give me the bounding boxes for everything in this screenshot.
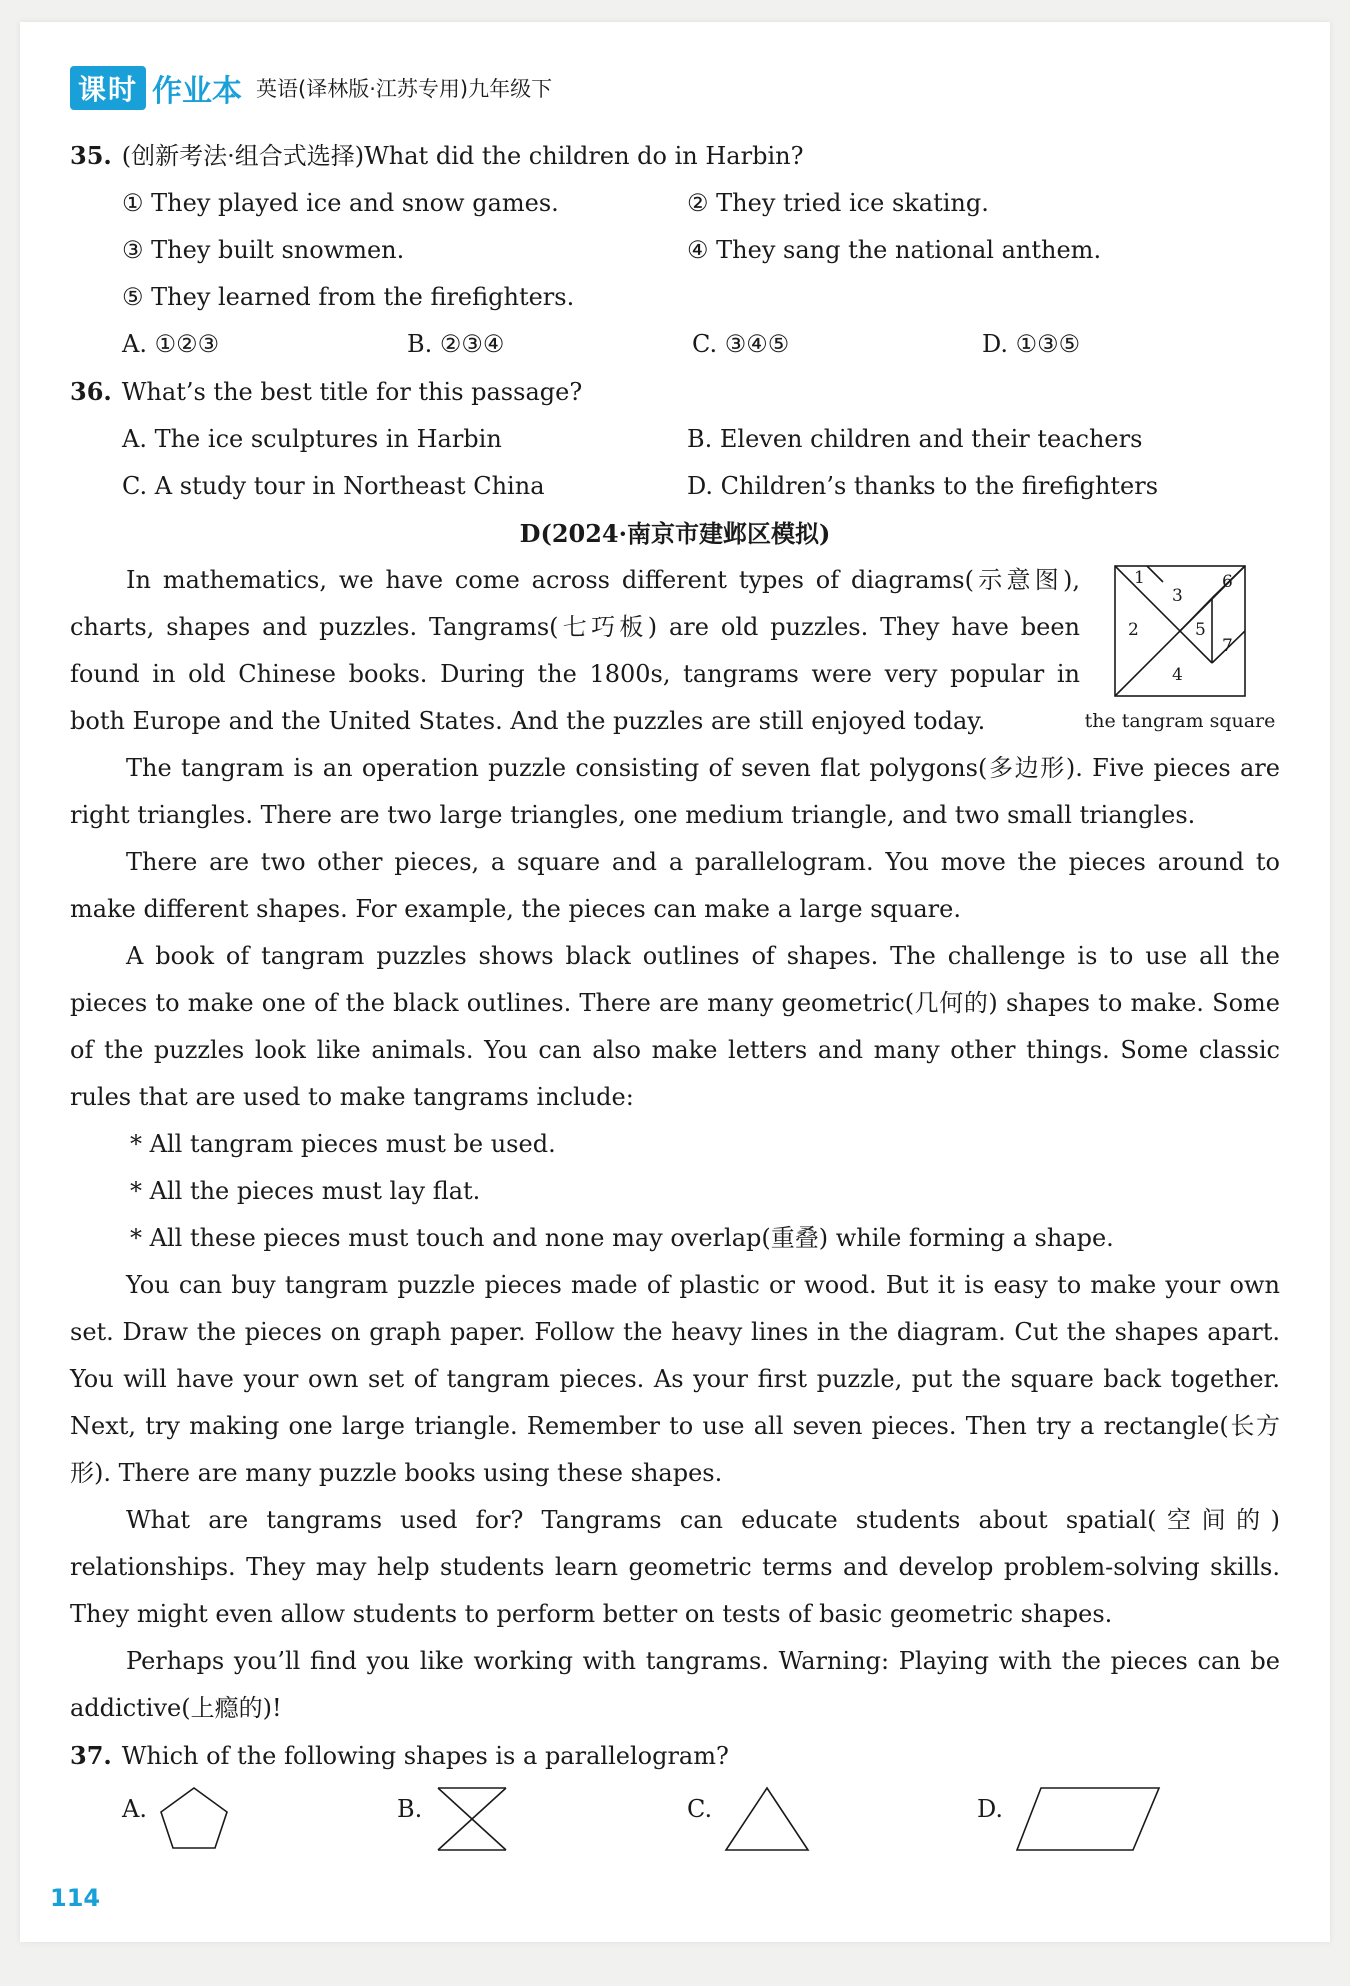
choice-d[interactable]: D. Children’s thanks to the firefighters xyxy=(687,472,1159,500)
choice-a[interactable] xyxy=(122,1786,397,1852)
piece-label: 2 xyxy=(1128,620,1139,640)
section-title: D(2024·南京市建邺区模拟) xyxy=(519,519,831,548)
workbook-page xyxy=(20,22,1330,1942)
choice-label: D. xyxy=(977,1795,1004,1823)
brand-logo xyxy=(70,66,242,110)
question-35-choices xyxy=(70,321,1280,368)
passage-paragraph-7: Perhaps you’ll find you like working with tangrams. Warning: Playing with the pieces can be addictive(上瘾的)! xyxy=(70,1647,1280,1722)
question-36 xyxy=(70,368,1280,416)
list-item: ⑤ They learned from the firefighters. xyxy=(122,283,575,311)
choice-label: A. xyxy=(122,1795,147,1823)
question-stem: Which of the following shapes is a parallelogram? xyxy=(121,1742,729,1770)
list-item: * All tangram pieces must be used. xyxy=(130,1121,1280,1168)
hourglass-icon xyxy=(434,1786,510,1852)
piece-label: 5 xyxy=(1195,620,1206,640)
question-37-choices xyxy=(70,1786,1280,1852)
choice-d[interactable]: D. ①③⑤ xyxy=(982,330,1081,358)
question-35-items xyxy=(70,180,1280,321)
tangram-figure xyxy=(1080,565,1280,733)
choice-a[interactable]: A. The ice sculptures in Harbin xyxy=(122,425,502,453)
question-36-choices xyxy=(70,416,1280,510)
brand-name: 作业本 xyxy=(152,74,243,109)
choice-c[interactable]: C. ③④⑤ xyxy=(692,330,790,358)
triangle-icon xyxy=(724,1786,810,1852)
piece-label: 3 xyxy=(1172,586,1183,606)
choice-label: C. xyxy=(687,1795,713,1823)
passage-paragraph-4: A book of tangram puzzles shows black outlines of shapes. The challenge is to use all the pieces to make one of the black outlines. There are many geometric(几何的) shapes to make. Some of the puzzles look like animals. You can also make letters and many other things. Some classic rules that are used to make tangrams include: xyxy=(70,942,1280,1111)
page-content xyxy=(70,132,1280,1852)
list-item: ④ They sang the national anthem. xyxy=(687,236,1102,264)
choice-b[interactable]: B. ②③④ xyxy=(407,330,505,358)
choice-label: B. xyxy=(397,1795,423,1823)
piece-label: 4 xyxy=(1172,665,1183,685)
list-item: * All these pieces must touch and none may overlap(重叠) while forming a shape. xyxy=(130,1215,1280,1262)
pentagon-icon xyxy=(159,1786,229,1850)
piece-label: 1 xyxy=(1134,568,1145,588)
list-item: ③ They built snowmen. xyxy=(122,236,405,264)
choice-a[interactable]: A. ①②③ xyxy=(122,330,220,358)
passage-paragraph-5: You can buy tangram puzzle pieces made of plastic or wood. But it is easy to make your own set. Draw the pieces on graph paper. Follow the heavy lines in the diagram. Cut the shapes apart. You will have your own set of tangram pieces. As your first puzzle, put the square back together. Next, try making one large triangle. Remember to use all seven pieces. Then try a rectangle(长方形). There are many puzzle books using these shapes. xyxy=(70,1271,1280,1487)
rules-list xyxy=(70,1121,1280,1262)
passage-paragraph-3: There are two other pieces, a square and a parallelogram. You move the pieces around to make different shapes. For example, the pieces can make a large square. xyxy=(70,848,1280,923)
tangram-square-diagram xyxy=(1114,565,1246,697)
parallelogram-icon xyxy=(1015,1786,1161,1852)
passage-paragraph-1: In mathematics, we have come across different types of diagrams(示意图), charts, shapes and puzzles. Tangrams(七巧板) are old puzzles. They have been found in old Chinese books. During the 1800s, tangrams were very popular in both Europe and the United States. And the puzzles are still enjoyed today. xyxy=(70,566,1080,735)
list-item: * All the pieces must lay flat. xyxy=(130,1168,1280,1215)
question-stem: (创新考法·组合式选择)What did the children do in Harbin? xyxy=(121,142,804,170)
choice-c[interactable] xyxy=(687,1786,977,1852)
subject-title: 英语(译林版·江苏专用)九年级下 xyxy=(256,77,553,101)
figure-caption: the tangram square xyxy=(1084,710,1276,732)
page-number: 114 xyxy=(50,1884,101,1912)
piece-label: 6 xyxy=(1222,572,1233,592)
piece-label: 7 xyxy=(1222,636,1233,656)
choice-b[interactable] xyxy=(397,1786,687,1852)
question-number: 35. xyxy=(70,141,112,170)
passage-paragraph-6: What are tangrams used for? Tangrams can educate students about spatial(空间的) relationships. They may help students learn geometric terms and develop problem-solving skills. They might even allow students to perform better on tests of basic geometric shapes. xyxy=(70,1506,1280,1628)
question-number: 37. xyxy=(70,1741,112,1770)
passage-paragraph-2: The tangram is an operation puzzle consisting of seven flat polygons(多边形). Five pieces are right triangles. There are two large triangles, one medium triangle, and two small triangles. xyxy=(70,754,1280,829)
choice-b[interactable]: B. Eleven children and their teachers xyxy=(687,425,1143,453)
question-number: 36. xyxy=(70,377,112,406)
choice-c[interactable]: C. A study tour in Northeast China xyxy=(122,472,545,500)
question-37 xyxy=(70,1732,1280,1780)
list-item: ② They tried ice skating. xyxy=(687,189,989,217)
choice-d[interactable] xyxy=(977,1786,1277,1852)
brand-logo-mark: 课时 xyxy=(70,66,146,110)
question-stem: What’s the best title for this passage? xyxy=(121,378,583,406)
intro-block xyxy=(70,557,1280,745)
page-header xyxy=(70,66,552,110)
question-35 xyxy=(70,132,1280,180)
list-item: ① They played ice and snow games. xyxy=(122,189,559,217)
